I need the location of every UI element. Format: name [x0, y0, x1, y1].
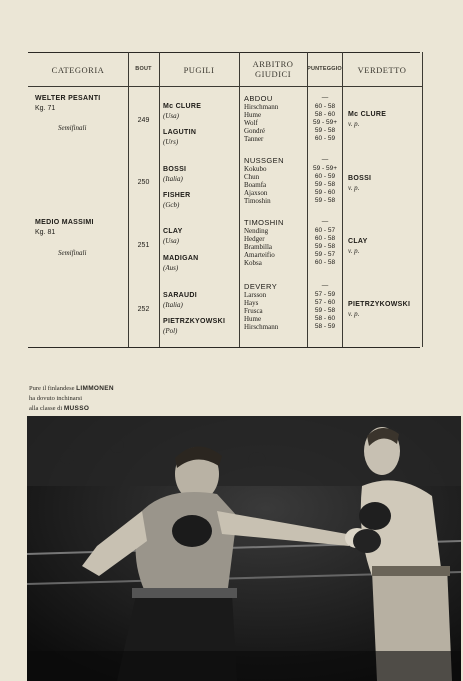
category-weight: Kg. 71 [35, 105, 56, 112]
caption-text: alla classe di [29, 405, 64, 412]
header-punteggio: PUNTEGGIO [307, 66, 342, 72]
header-pugili: PUGILI [183, 65, 215, 75]
divider [307, 52, 308, 347]
category-title: MEDIO MASSIMI [35, 219, 94, 226]
verdict-winner: Mc CLURE [348, 111, 387, 118]
bout-number: 251 [137, 242, 150, 249]
boxer-name: Mc CLURE [163, 103, 202, 110]
divider [239, 52, 240, 347]
judge-score: 59 - 58 [314, 307, 336, 314]
boxer-nation: (Usa) [163, 237, 179, 245]
boxer-name: FISHER [163, 192, 191, 199]
boxer-nation: (Aus) [163, 264, 179, 272]
judge-name: Hays [244, 299, 259, 307]
judge-name: Hedger [244, 235, 265, 243]
judge-name: Hirschmann [244, 103, 279, 111]
referee-dash: — [321, 218, 329, 225]
judge-name: Wolf [244, 119, 258, 127]
header-arbitro: ARBITRO [252, 59, 294, 69]
verdict-result: v. p. [348, 310, 360, 318]
divider [422, 52, 423, 347]
bout-number: 252 [137, 306, 150, 313]
judge-name: Hume [244, 315, 262, 323]
photo-caption [29, 384, 114, 414]
category-phase: Semifinali [58, 124, 87, 132]
judge-name: Boamfa [244, 181, 267, 189]
verdict-result: v. p. [348, 184, 360, 192]
header-categoria: CATEGORIA [51, 65, 105, 75]
boxer-nation: (Italia) [163, 175, 183, 183]
referee-dash: — [321, 156, 329, 163]
judge-score: 58 - 60 [314, 315, 336, 322]
judge-name: Kokubo [244, 165, 267, 173]
judge-score: 60 - 58 [314, 259, 336, 266]
caption-text: Pure il finlandese [29, 385, 77, 392]
judge-score: 57 - 59 [314, 291, 336, 298]
judge-name: Hume [244, 111, 262, 119]
bout-number: 249 [137, 117, 150, 124]
judge-score: 59 - 58 [314, 181, 336, 188]
header-verdetto: VERDETTO [357, 65, 407, 75]
caption-name: LIMMONEN [76, 385, 114, 392]
verdict-winner: CLAY [348, 238, 368, 245]
judge-name: Brambilla [244, 243, 272, 251]
bout-number: 250 [137, 179, 150, 186]
boxer-nation: (Pol) [163, 327, 178, 335]
header-bout: BOUT [135, 66, 152, 72]
boxer-nation: (Urs) [163, 138, 179, 146]
judge-score: 59 - 58 [314, 127, 336, 134]
boxer-name: CLAY [163, 228, 183, 235]
judge-name: Amarteifio [244, 251, 275, 259]
judge-score: 60 - 59 [314, 135, 336, 142]
judge-score: 60 - 59 [314, 173, 336, 180]
judge-score: 60 - 58 [314, 235, 336, 242]
category-weight: Kg. 81 [35, 229, 56, 236]
judge-score: 59 - 57 [314, 251, 336, 258]
header-giudici: GIUDICI [254, 69, 292, 79]
judge-score: 57 - 60 [314, 299, 336, 306]
boxer-name: MADIGAN [163, 255, 199, 262]
referee-dash: — [321, 94, 329, 101]
referee-name: NUSSGEN [244, 156, 284, 165]
boxer-nation: (Gcb) [163, 201, 180, 209]
judge-name: Hirschmann [244, 323, 279, 331]
boxer-nation: (Italia) [163, 301, 183, 309]
referee-name: DEVERY [244, 282, 278, 291]
judge-score: 59 - 59+ [312, 119, 338, 126]
verdict-winner: BOSSI [348, 175, 372, 182]
boxer-name: BOSSI [163, 166, 187, 173]
boxing-photo-illustration [27, 416, 461, 681]
judge-score: 58 - 60 [314, 111, 336, 118]
judge-score: 59 - 59+ [312, 165, 338, 172]
judge-name: Larsson [244, 291, 267, 299]
verdict-result: v. p. [348, 247, 360, 255]
referee-dash: — [321, 282, 329, 289]
judge-score: 59 - 58 [314, 243, 336, 250]
caption-text: ha dovuto inchinarsi [29, 395, 83, 402]
boxing-photo [27, 416, 461, 681]
results-table [28, 52, 422, 348]
judge-name: Ajaxson [244, 189, 268, 197]
judge-name: Tanner [244, 135, 264, 143]
judge-name: Kobsa [244, 259, 262, 267]
divider [159, 52, 160, 347]
judge-name: Timoshin [244, 197, 271, 205]
category-title: WELTER PESANTI [35, 95, 101, 102]
divider [342, 52, 343, 347]
judge-score: 60 - 57 [314, 227, 336, 234]
judge-score: 59 - 60 [314, 189, 336, 196]
referee-name: TIMOSHIN [244, 218, 284, 227]
judge-score: 58 - 59 [314, 323, 336, 330]
boxer-name: PIETRZKYOWSKI [163, 318, 226, 325]
divider [128, 52, 129, 347]
judge-score: 59 - 58 [314, 197, 336, 204]
judge-score: 60 - 58 [314, 103, 336, 110]
category-phase: Semifinali [58, 249, 87, 257]
header-divider [28, 86, 422, 87]
boxer-name: SARAUDI [163, 292, 197, 299]
judge-name: Gondré [244, 127, 265, 135]
judge-name: Chun [244, 173, 260, 181]
verdict-winner: PIETRZYKOWSKI [348, 301, 411, 308]
boxer-nation: (Usa) [163, 112, 179, 120]
boxer-name: LAGUTIN [163, 129, 197, 136]
caption-name: MUSSO [63, 405, 90, 412]
verdict-result: v. p. [348, 120, 360, 128]
judge-name: Nending [244, 227, 269, 235]
judge-name: Frusca [244, 307, 263, 315]
referee-name: ABDOU [244, 94, 273, 103]
